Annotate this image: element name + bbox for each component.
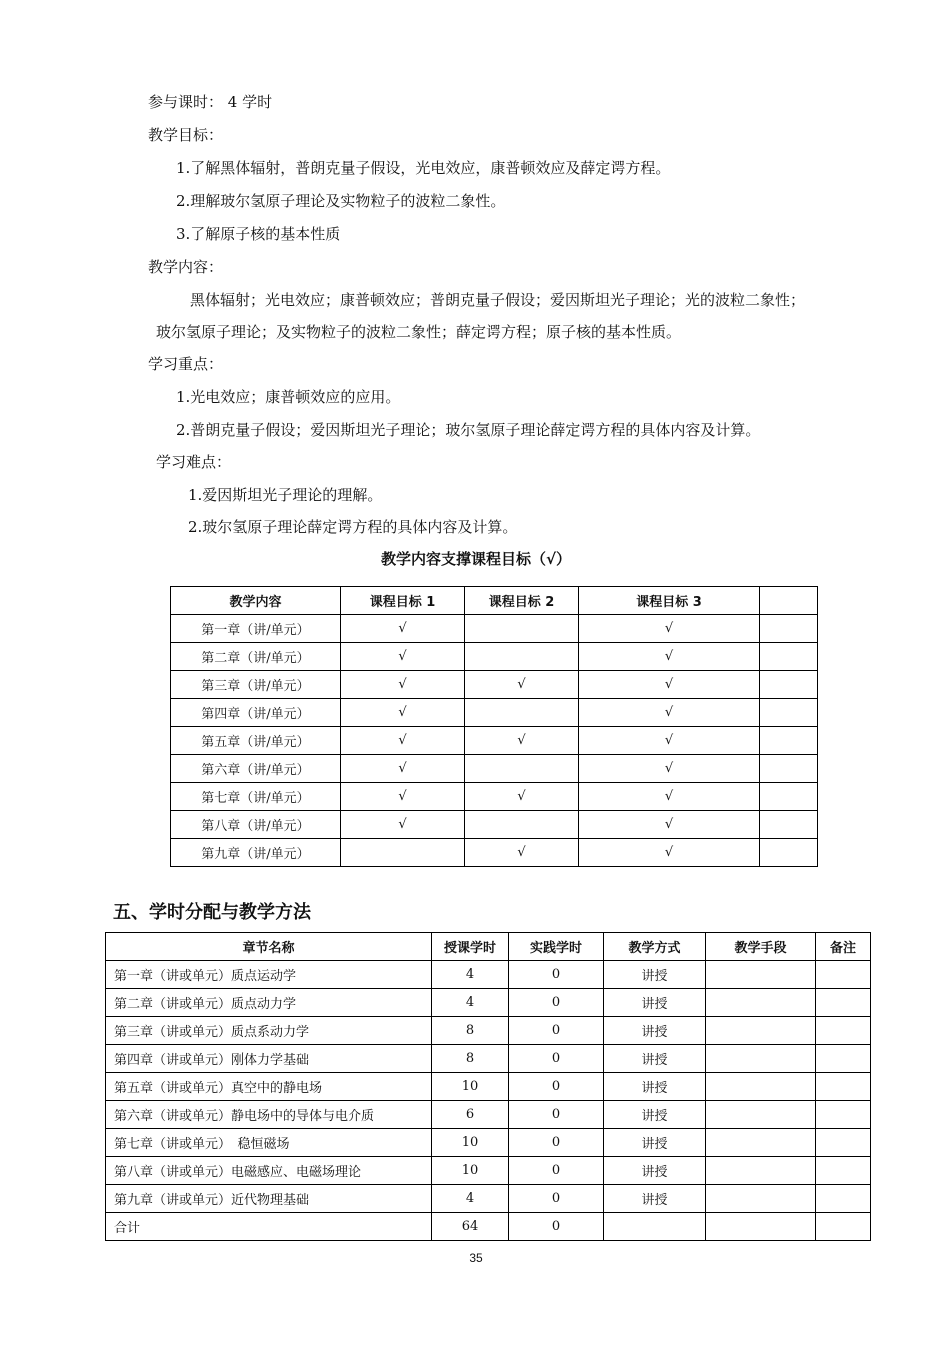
content-paragraph-line: 玻尔氢原子理论；及实物粒子的波粒二象性；薛定谔方程；原子核的基本性质。 (156, 323, 682, 341)
cell: 第七章（讲/单元） (171, 783, 341, 811)
check-cell: √ (579, 615, 760, 643)
check-cell: √ (341, 643, 465, 671)
difficult-point-item: 2.玻尔氢原子理论薛定谔方程的具体内容及计算。 (188, 518, 518, 536)
cell (816, 1073, 871, 1101)
header-cell: 实践学时 (509, 933, 604, 961)
cell: 0 (509, 1129, 604, 1157)
cell: 64 (432, 1213, 509, 1241)
cell (816, 1045, 871, 1073)
check-cell (465, 755, 579, 783)
header-cell: 教学方式 (604, 933, 706, 961)
cell: 8 (432, 1045, 509, 1073)
goals-heading: 教学目标： (148, 126, 224, 144)
header-cell (760, 587, 818, 615)
header-cell: 课程目标 1 (341, 587, 465, 615)
cell: 讲授 (604, 961, 706, 989)
cell (604, 1213, 706, 1241)
cell (706, 989, 816, 1017)
cell (706, 961, 816, 989)
cell (816, 961, 871, 989)
cell (706, 1045, 816, 1073)
cell (760, 811, 818, 839)
table-row (171, 811, 818, 839)
table-row (171, 643, 818, 671)
table-row (106, 1129, 871, 1157)
cell: 6 (432, 1101, 509, 1129)
chapter-cell: 第六章（讲或单元）静电场中的导体与电介质 (106, 1101, 432, 1129)
chapter-cell: 第二章（讲或单元）质点动力学 (106, 989, 432, 1017)
cell: 讲授 (604, 1185, 706, 1213)
table-row (106, 1045, 871, 1073)
table-total-row (106, 1213, 871, 1241)
cell: 4 (432, 989, 509, 1017)
cell: 第一章（讲/单元） (171, 615, 341, 643)
cell: 0 (509, 989, 604, 1017)
table-row (106, 1185, 871, 1213)
check-cell (341, 839, 465, 867)
cell (760, 643, 818, 671)
cell: 8 (432, 1017, 509, 1045)
cell (760, 671, 818, 699)
cell: 0 (509, 1213, 604, 1241)
key-point-item: 2.普朗克量子假设；爱因斯坦光子理论；玻尔氢原子理论薛定谔方程的具体内容及计算。 (176, 421, 761, 439)
difficult-point-item: 1.爱因斯坦光子理论的理解。 (188, 486, 383, 504)
section-heading: 五、学时分配与教学方法 (113, 902, 311, 923)
cell (816, 1017, 871, 1045)
cell (816, 1185, 871, 1213)
support-table-title: 教学内容支撑课程目标（√） (380, 550, 571, 568)
table-row (171, 755, 818, 783)
cell: 讲授 (604, 989, 706, 1017)
cell: 0 (509, 961, 604, 989)
check-cell: √ (579, 755, 760, 783)
check-cell: √ (465, 671, 579, 699)
cell: 0 (509, 1185, 604, 1213)
cell: 讲授 (604, 1157, 706, 1185)
cell: 0 (509, 1045, 604, 1073)
check-cell: √ (579, 783, 760, 811)
content-paragraph-line: 黑体辐射；光电效应；康普顿效应；普朗克量子假设；爱因斯坦光子理论；光的波粒二象性； (190, 291, 806, 309)
cell (706, 1129, 816, 1157)
header-cell: 章节名称 (106, 933, 432, 961)
table-row (106, 961, 871, 989)
cell (706, 1101, 816, 1129)
cell (816, 989, 871, 1017)
check-cell: √ (341, 783, 465, 811)
check-cell (465, 811, 579, 839)
table-row (106, 1101, 871, 1129)
chapter-cell: 第七章（讲或单元） 稳恒磁场 (106, 1129, 432, 1157)
cell (816, 1157, 871, 1185)
table-header-row (106, 933, 871, 961)
cell: 讲授 (604, 1045, 706, 1073)
check-cell: √ (579, 643, 760, 671)
check-cell: √ (579, 811, 760, 839)
cell (706, 1213, 816, 1241)
cell (816, 1129, 871, 1157)
hours-table (105, 932, 871, 1241)
table-row (106, 989, 871, 1017)
goal-item: 1.了解黑体辐射，普朗克量子假设，光电效应，康普顿效应及薛定谔方程。 (176, 159, 671, 177)
cell: 讲授 (604, 1129, 706, 1157)
table-row (171, 839, 818, 867)
check-cell: √ (341, 615, 465, 643)
cell: 第九章（讲/单元） (171, 839, 341, 867)
check-cell: √ (341, 755, 465, 783)
cell: 讲授 (604, 1073, 706, 1101)
table-header-row (171, 587, 818, 615)
check-cell: √ (465, 783, 579, 811)
check-cell (465, 699, 579, 727)
header-cell: 备注 (816, 933, 871, 961)
table-row (106, 1017, 871, 1045)
cell: 0 (509, 1017, 604, 1045)
cell: 0 (509, 1073, 604, 1101)
table-row (171, 699, 818, 727)
check-cell: √ (579, 699, 760, 727)
cell: 10 (432, 1157, 509, 1185)
content-heading: 教学内容： (148, 258, 224, 276)
header-cell: 教学内容 (171, 587, 341, 615)
cell: 0 (509, 1157, 604, 1185)
goal-item: 2.理解玻尔氢原子理论及实物粒子的波粒二象性。 (176, 192, 506, 210)
table-row (171, 615, 818, 643)
hours-line: 参与课时： 4 学时 (148, 93, 273, 111)
header-cell: 课程目标 2 (465, 587, 579, 615)
chapter-cell: 第一章（讲或单元）质点运动学 (106, 961, 432, 989)
cell: 第三章（讲/单元） (171, 671, 341, 699)
table-row (171, 783, 818, 811)
page-number: 35 (469, 1251, 483, 1265)
cell (706, 1017, 816, 1045)
cell (816, 1101, 871, 1129)
cell (706, 1157, 816, 1185)
cell: 10 (432, 1073, 509, 1101)
cell (760, 615, 818, 643)
cell: 0 (509, 1101, 604, 1129)
cell (760, 755, 818, 783)
check-cell: √ (579, 671, 760, 699)
check-cell (465, 615, 579, 643)
check-cell: √ (579, 727, 760, 755)
check-cell: √ (579, 839, 760, 867)
check-cell: √ (465, 727, 579, 755)
header-cell: 教学手段 (706, 933, 816, 961)
table-row (171, 727, 818, 755)
table-row (106, 1073, 871, 1101)
cell (706, 1185, 816, 1213)
cell: 第二章（讲/单元） (171, 643, 341, 671)
table-row (171, 671, 818, 699)
goal-item: 3.了解原子核的基本性质 (176, 225, 341, 243)
cell (760, 699, 818, 727)
support-table (170, 586, 818, 867)
chapter-cell: 第五章（讲或单元）真空中的静电场 (106, 1073, 432, 1101)
header-cell: 课程目标 3 (579, 587, 760, 615)
chapter-cell: 第四章（讲或单元）刚体力学基础 (106, 1045, 432, 1073)
cell: 讲授 (604, 1101, 706, 1129)
cell: 4 (432, 961, 509, 989)
header-cell: 授课学时 (432, 933, 509, 961)
chapter-cell: 第三章（讲或单元）质点系动力学 (106, 1017, 432, 1045)
total-label-cell: 合计 (106, 1213, 432, 1241)
cell: 第八章（讲/单元） (171, 811, 341, 839)
table-row (106, 1157, 871, 1185)
check-cell: √ (465, 839, 579, 867)
chapter-cell: 第九章（讲或单元）近代物理基础 (106, 1185, 432, 1213)
cell (760, 839, 818, 867)
check-cell: √ (341, 671, 465, 699)
key-heading: 学习重点： (148, 355, 224, 373)
cell: 10 (432, 1129, 509, 1157)
cell (706, 1073, 816, 1101)
cell: 第四章（讲/单元） (171, 699, 341, 727)
difficult-heading: 学习难点： (156, 453, 232, 471)
check-cell: √ (341, 727, 465, 755)
cell: 第六章（讲/单元） (171, 755, 341, 783)
chapter-cell: 第八章（讲或单元）电磁感应、电磁场理论 (106, 1157, 432, 1185)
cell (760, 783, 818, 811)
key-point-item: 1.光电效应；康普顿效应的应用。 (176, 388, 401, 406)
cell (760, 727, 818, 755)
check-cell: √ (341, 699, 465, 727)
cell: 4 (432, 1185, 509, 1213)
cell (816, 1213, 871, 1241)
cell: 讲授 (604, 1017, 706, 1045)
check-cell (465, 643, 579, 671)
check-cell: √ (341, 811, 465, 839)
cell: 第五章（讲/单元） (171, 727, 341, 755)
